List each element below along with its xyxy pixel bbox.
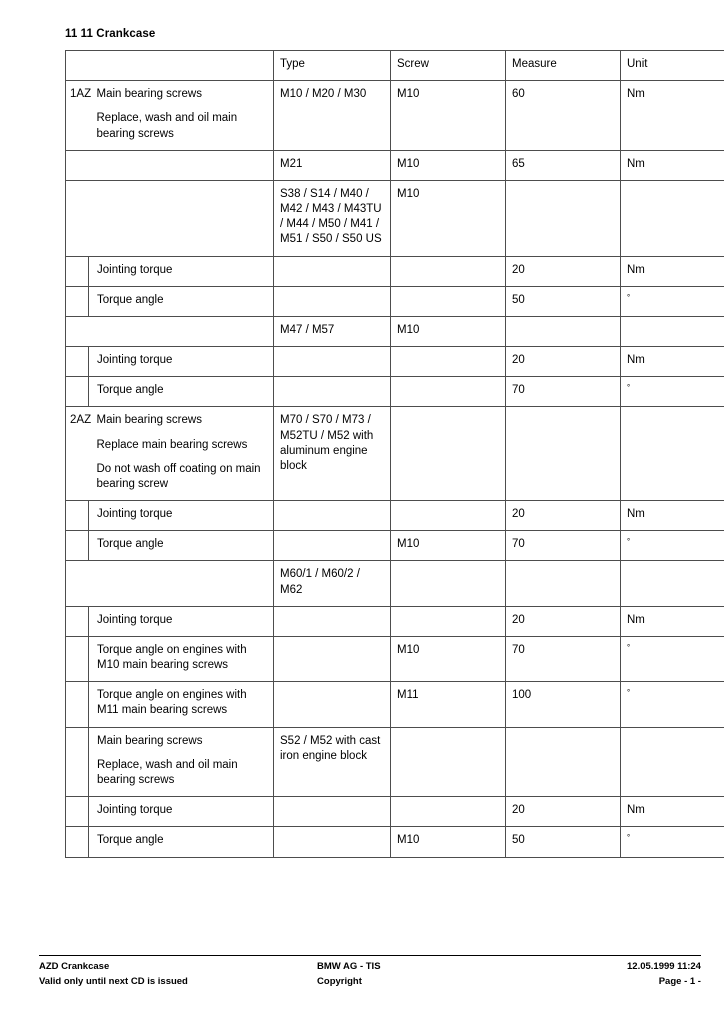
row-label [89,81,274,151]
row-label [89,286,274,316]
cell-measure: 65 [506,150,621,180]
row-indent-spacer [66,727,89,797]
cell-text-line: Torque angle [97,538,164,551]
cell-measure [506,407,621,501]
cell-unit [621,316,724,346]
cell-text-line: Jointing torque [97,804,173,817]
table-row [66,606,724,636]
cell-measure: 20 [506,606,621,636]
column-header-type: Type [274,51,391,81]
row-label [89,377,274,407]
table-row [66,377,724,407]
table-row [66,407,724,501]
row-code [66,316,89,346]
row-code [66,150,89,180]
cell-unit [621,180,724,256]
cell-type: M47 / M57 [274,316,391,346]
cell-type [274,501,391,531]
cell-type [274,827,391,857]
row-label [89,727,274,797]
column-header-unit: Unit [621,51,724,81]
cell-text-line: Main bearing screws [97,734,203,747]
degree-symbol: ° [627,537,631,547]
cell-text-line: Jointing torque [97,354,173,367]
footer-document-code: AZD Crankcase [39,961,110,972]
footer-timestamp: 12.05.1999 11:24 [627,961,701,972]
cell-type [274,347,391,377]
row-label [89,797,274,827]
table-row [66,727,724,797]
row-indent-spacer [66,682,89,727]
cell-measure: 70 [506,377,621,407]
cell-unit: Nm [621,150,724,180]
cell-text-line: Replace main bearing screws [96,438,248,451]
cell-screw [391,407,506,501]
cell-text-line: Main bearing screws [96,414,202,427]
row-label [89,256,274,286]
footer-publisher: BMW AG - TIS [317,961,381,972]
table-row [66,561,724,606]
cell-screw [391,797,506,827]
table-row [66,256,724,286]
cell-type [274,797,391,827]
cell-type: S52 / M52 with cast iron engine block [274,727,391,797]
table-row [66,501,724,531]
table-row [66,636,724,681]
row-indent-spacer [66,827,89,857]
cell-unit: Nm [621,81,724,151]
row-label [89,636,274,681]
cell-screw [391,561,506,606]
cell-unit [621,682,724,727]
row-indent-spacer [66,606,89,636]
cell-screw [391,347,506,377]
cell-text-line: Replace, wash and oil main bearing screws [97,758,238,786]
column-header-blank-label [89,51,274,81]
cell-screw [391,256,506,286]
row-label [89,501,274,531]
cell-type [274,606,391,636]
row-label [89,531,274,561]
cell-measure: 20 [506,347,621,377]
table-header-row [66,51,724,81]
degree-symbol: ° [627,688,631,698]
cell-measure: 20 [506,797,621,827]
row-label [89,606,274,636]
cell-screw: M10 [391,531,506,561]
cell-screw [391,606,506,636]
cell-screw: M10 [391,827,506,857]
cell-screw [391,377,506,407]
cell-type [274,682,391,727]
degree-symbol: ° [627,642,631,652]
cell-measure: 70 [506,531,621,561]
footer-page-number: Page - 1 - [658,975,701,987]
row-label [89,347,274,377]
degree-symbol: ° [627,383,631,393]
row-label [89,407,274,501]
cell-unit [621,727,724,797]
cell-text-line: Do not wash off coating on main bearing screw [96,462,261,490]
cell-measure: 20 [506,256,621,286]
cell-text-line: Jointing torque [97,613,173,626]
table-row [66,180,724,256]
cell-text-line: Torque angle [97,834,164,847]
table-body [66,51,724,858]
cell-unit [621,561,724,606]
cell-unit: Nm [621,797,724,827]
row-code [66,561,89,606]
row-code: 2AZ [66,407,89,501]
cell-type [274,286,391,316]
degree-symbol: ° [627,292,631,302]
row-indent-spacer [66,256,89,286]
table-row [66,347,724,377]
row-indent-spacer [66,286,89,316]
cell-unit: Nm [621,256,724,286]
cell-measure: 50 [506,827,621,857]
footer-row-2 [39,975,701,990]
table-row [66,682,724,727]
cell-screw: M10 [391,180,506,256]
cell-text-line: Replace, wash and oil main bearing screws [96,112,238,140]
table-row [66,531,724,561]
cell-screw: M10 [391,81,506,151]
footer-validity-note: Valid only until next CD is issued [39,975,188,987]
cell-measure: 70 [506,636,621,681]
row-indent-spacer [66,377,89,407]
cell-screw: M10 [391,316,506,346]
cell-type [274,531,391,561]
cell-measure [506,561,621,606]
page-title: 11 11 Crankcase [65,28,156,40]
torque-specification-table [65,50,724,858]
cell-screw [391,286,506,316]
row-label [89,180,274,256]
cell-text-line: Torque angle on engines with M11 main bearing screws [97,689,247,717]
column-header-blank [66,51,89,81]
cell-unit [621,636,724,681]
table-row [66,286,724,316]
row-indent-spacer [66,531,89,561]
cell-type [274,636,391,681]
footer-row-1 [39,960,701,975]
cell-measure [506,727,621,797]
cell-unit: Nm [621,501,724,531]
cell-unit: Nm [621,347,724,377]
page-footer [39,960,701,989]
table-row [66,797,724,827]
row-label [89,682,274,727]
row-indent-spacer [66,501,89,531]
cell-screw: M10 [391,150,506,180]
footer-copyright: Copyright [317,975,362,987]
cell-type: M70 / S70 / M73 / M52TU / M52 with aluminum engine block [274,407,391,501]
cell-type [274,256,391,286]
cell-text-line: Jointing torque [97,508,173,521]
cell-text-line: Torque angle [97,293,164,306]
row-indent-spacer [66,636,89,681]
row-label [89,316,274,346]
cell-measure: 20 [506,501,621,531]
cell-type: S38 / S14 / M40 / M42 / M43 / M43TU / M44 / M50 / M41 / M51 / S50 / S50 US [274,180,391,256]
cell-text-line: Jointing torque [97,263,173,276]
cell-type: M21 [274,150,391,180]
cell-type [274,377,391,407]
column-header-measure: Measure [506,51,621,81]
cell-type: M60/1 / M60/2 / M62 [274,561,391,606]
cell-measure: 100 [506,682,621,727]
cell-unit [621,377,724,407]
cell-screw: M11 [391,682,506,727]
cell-text-line: Torque angle on engines with M10 main bearing screws [97,643,247,672]
cell-measure [506,316,621,346]
cell-unit [621,531,724,561]
row-label [89,561,274,606]
row-code: 1AZ [66,81,89,151]
cell-type: M10 / M20 / M30 [274,81,391,151]
row-code [66,180,89,256]
row-label [89,827,274,857]
cell-unit [621,827,724,857]
table-row [66,81,724,151]
cell-measure: 50 [506,286,621,316]
cell-unit: Nm [621,606,724,636]
row-indent-spacer [66,347,89,377]
cell-unit [621,286,724,316]
table-row [66,316,724,346]
row-indent-spacer [66,797,89,827]
cell-screw [391,501,506,531]
row-label [89,150,274,180]
cell-screw: M10 [391,636,506,681]
table-row [66,150,724,180]
cell-screw [391,727,506,797]
cell-measure: 60 [506,81,621,151]
degree-symbol: ° [627,833,631,843]
footer-divider [39,955,701,956]
cell-text-line: Main bearing screws [96,88,202,101]
column-header-screw: Screw [391,51,506,81]
cell-measure [506,180,621,256]
cell-unit [621,407,724,501]
table-row [66,827,724,857]
cell-text-line: Torque angle [97,384,164,397]
